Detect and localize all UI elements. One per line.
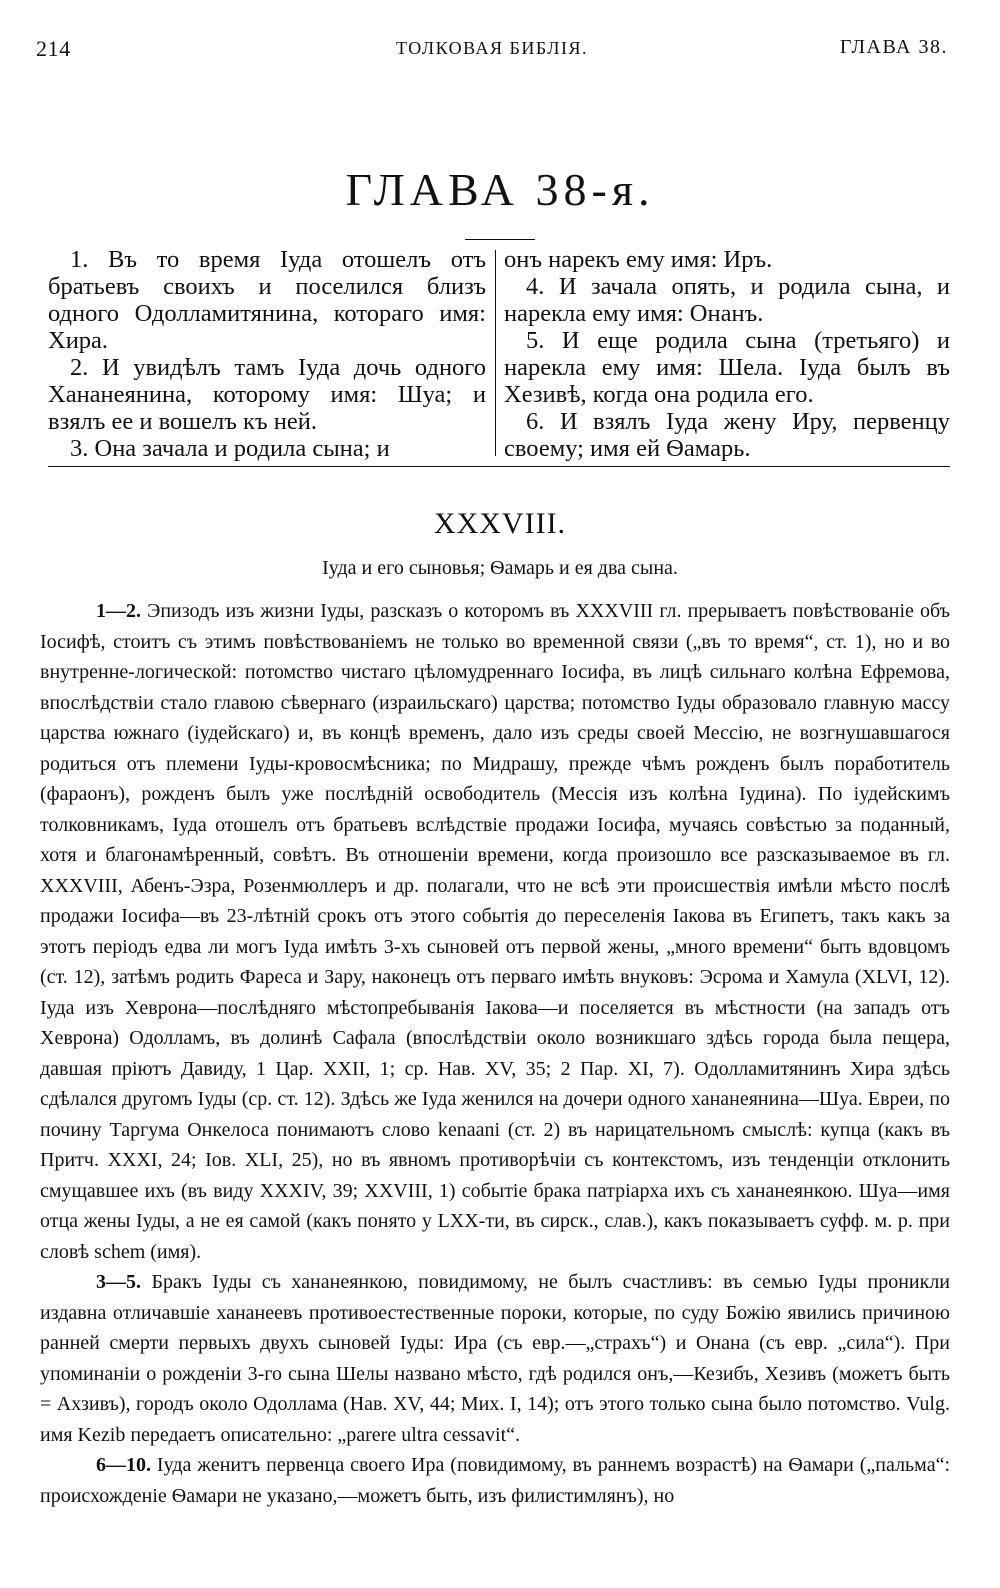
verse-range: 1—2. [96, 600, 141, 622]
verse: онъ нарекъ ему имя: Иръ. [504, 246, 773, 273]
commentary-heading: XXXVIII. [433, 507, 567, 540]
verse-range: 6—10. [96, 1454, 151, 1476]
running-header [36, 36, 948, 70]
verse: 4. И зачала опять, и родила сына, и нарекла ему имя: Онанъ. [504, 273, 950, 327]
verses-left-column [48, 246, 486, 462]
commentary-body [40, 596, 950, 1511]
title-divider [465, 239, 535, 240]
column-divider [495, 250, 496, 456]
verse: 3. Она зачала и родила сына; и [70, 435, 390, 462]
commentary-paragraph [40, 1267, 950, 1450]
book-title: ТОЛКОВАЯ БИБЛІЯ. [396, 38, 588, 58]
paragraph-text: Іуда женитъ первенца своего Ира (повидимому, въ раннемъ возрастѣ) на Ѳамари („пальма“: происхожденіе Ѳамари не указано,—можетъ быть, изъ филистимлянъ), но [40, 1454, 950, 1507]
verse: 2. И увидѣлъ тамъ Іуда дочь одного Хананеянина, которому имя: Шуа; и взялъ ее и вошелъ къ ней. [48, 354, 486, 435]
commentary-paragraph [40, 596, 950, 1267]
paragraph-text: Бракъ Іуды съ хананеянкою, повидимому, не былъ счастливъ: въ семью Іуды проникли издавна отличавшіе хананеевъ противоестественные пороки, которые, по суду Божію явились причиною ранней смерти первыхъ двухъ сыновей Іуды: Ира (съ евр.—„страхъ“) и Онана (съ евр. „сила“). При упоминаніи о рожденіи 3-го сына Шелы названо мѣсто, гдѣ родился онъ,—Кезибъ, Хезивъ (можетъ быть = Ахзивъ), городъ около Одоллама (Нав. XV, 44; Мих. I, 14); отъ этого только сына было потомство. Vulg. имя Kezib передаетъ описательно: „parere ultra cessavit“. [40, 1271, 951, 1446]
running-chapter-label: ГЛАВА 38. [839, 36, 948, 58]
commentary-paragraph [40, 1450, 950, 1511]
verses-right-column [504, 246, 950, 462]
verse: 5. И еще родила сына (третьяго) и нарекла ему имя: Шела. Іуда былъ въ Хезивѣ, когда она родила его. [504, 327, 950, 408]
commentary-subtitle: Іуда и его сыновья; Ѳамарь и ея два сына. [322, 557, 678, 579]
paragraph-text: Эпизодъ изъ жизни Іуды, разсказъ о которомъ въ XXXVIII гл. прерываетъ повѣствованіе объ Іосифѣ, стоитъ съ этимъ повѣствованіемъ не только во временной связи („въ то время“, ст. 1), но и во внутренне-логической: потомство чистаго цѣломудреннаго Іосифа, въ лицѣ сильнаго колѣна Ефремова, впослѣдствіи стало главою сѣвернаго (израильскаго) царства; потомство Іуды образовало главную массу царства южнаго (іудейскаго) и, въ концѣ временъ, дало изъ среды своей Мессію, не возгнушавшагося родиться отъ племени Іуды-кровосмѣсника; по Мидрашу, прежде чѣмъ рожденъ былъ поработитель (фараонъ), рожденъ былъ уже послѣдній освободитель (Мессія изъ колѣна Іудина). По іудейскимъ толковникамъ, Іуда отошелъ отъ братьевъ вслѣдствіе продажи Іосифа, мучаясь совѣстью за поданный, хотя и благонамѣренный, совѣтъ. Въ отношеніи времени, когда произошло все разсказываемое въ гл. XXXVIII, Абенъ-Эзра, Розенмюллеръ и др. полагали, что не всѣ эти происшествія имѣли мѣсто послѣ продажи Іосифа—въ 23-лѣтній срокъ отъ этого событія до переселенія Іакова въ Египетъ, такъ какъ за этотъ періодъ едва ли могъ Іуда имѣть 3-хъ сыновей отъ первой жены, „много времени“ быть вдовцомъ (ст. 12), затѣмъ родить Фареса и Зару, наконецъ отъ перваго имѣть внуковъ: Эсрома и Хамула (XLVI, 12). Іуда изъ Хеврона—послѣдняго мѣстопребыванія Іакова—и поселяется въ мѣстности (на западъ отъ Хеврона) Одолламъ, въ долинѣ Сафала (впослѣдствіи около возникшаго здѣсь города была пещера, давшая пріютъ Давиду, 1 Цар. XXII, 1; ср. Нав. XV, 35; 2 Пар. XI, 7). Одолламитянинъ Хира здѣсь сдѣлался другомъ Іуды (ср. ст. 12). Здѣсь же Іуда женился на дочери одного хананеянина—Шуа. Евреи, по почину Таргума Онкелоса понимаютъ слово kenaani (ст. 2) въ нарицательномъ смыслѣ: купца (какъ въ Притч. XXXI, 24; Іов. XLI, 25), но въ явномъ противорѣчіи съ контекстомъ, изъ тенденціи отклонить смущавшее ихъ (въ виду XXXIV, 39; XXVIII, 1) событіе брака патріарха ихъ съ хананеянкою. Шуа—имя отца жены Іуды, а не ея самой (какъ понято у LXX-ти, въ сирск., слав.), какъ показываетъ суфф. м. р. при словѣ schem (имя). [40, 600, 951, 1263]
chapter-title: ГЛАВА 38-я. [345, 164, 655, 215]
verse: 6. И взялъ Іуда жену Иру, первенцу своему; имя ей Ѳамарь. [504, 408, 950, 462]
verse-range: 3—5. [96, 1271, 141, 1293]
scripture-verses [48, 246, 950, 464]
verses-divider [48, 466, 950, 467]
page-number: 214 [36, 36, 71, 61]
verse: 1. Въ то время Іуда отошелъ отъ братьевъ своихъ и поселился близъ одного Одолламитянина, котораго имя: Хира. [48, 246, 486, 354]
